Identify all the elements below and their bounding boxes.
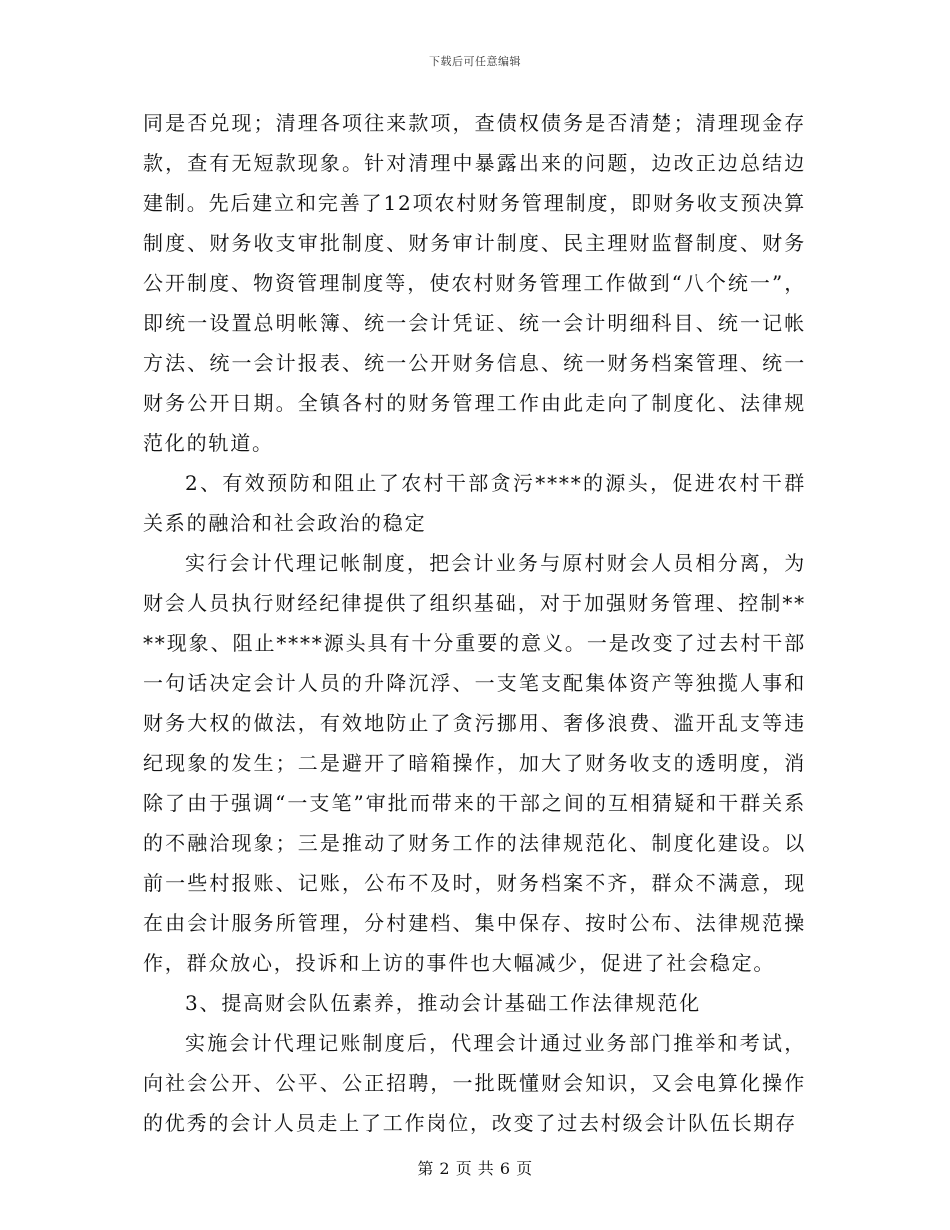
paragraph-section-2: 实行会计代理记帐制度，把会计业务与原村财会人员相分离，为财会人员执行财经纪律提供了组织基础，对于加强财务管理、控制****现象、阻止****源头具有十分重要的意义。一是改变了过去村干部一句话决定会计人员的升降沉浮、一支笔支配集体资产等独揽人事和财务大权的做法，有效地防止了贪污挪用、奢侈浪费、滥开乱支等违纪现象的发生；二是避开了暗箱操作，加大了财务收支的透明度，消除了由于强调“一支笔”审批而带来的干部之间的互相猜疑和干群关系的不融洽现象；三是推动了财务工作的法律规范化、制度化建设。以前一些村报账、记账，公布不及时，财务档案不齐，群众不满意，现在由会计服务所管理，分村建档、集中保存、按时公布、法律规范操作，群众放心，投诉和上访的事件也大幅减少，促进了社会稳定。 — [143, 551, 806, 975]
section-heading-2: 2、有效预防和阻止了农村干部贪污****的源头，促进农村干群关系的融洽和社会政治的稳定 — [143, 471, 806, 535]
page-header-note: 下载后可任意编辑 — [429, 55, 521, 68]
section-heading-3: 3、提高财会队伍素养，推动会计基础工作法律规范化 — [185, 991, 701, 1015]
paragraph-section-3: 实施会计代理记账制度后，代理会计通过业务部门推举和考试，向社会公开、公平、公正招聘，一批既懂财会知识，又会电算化操作的优秀的会计人员走上了工作岗位，改变了过去村级会计队伍长期存 — [143, 1031, 806, 1135]
paragraph-continuation: 同是否兑现；清理各项往来款项，查债权债务是否清楚；清理现金存款，查有无短款现象。针对清理中暴露出来的问题，边改正边总结边建制。先后建立和完善了12项农村财务管理制度，即财务收支预决算制度、财务收支审批制度、财务审计制度、民主理财监督制度、财务公开制度、物资管理制度等，使农村财务管理工作做到“八个统一”，即统一设置总明帐簿、统一会计凭证、统一会计明细科目、统一记帐方法、统一会计报表、统一公开财务信息、统一财务档案管理、统一财务公开日期。全镇各村的财务管理工作由此走向了制度化、法律规范化的轨道。 — [143, 111, 806, 455]
page-number-footer: 第 2 页 共 6 页 — [417, 1159, 533, 1178]
document-body — [143, 103, 806, 1143]
